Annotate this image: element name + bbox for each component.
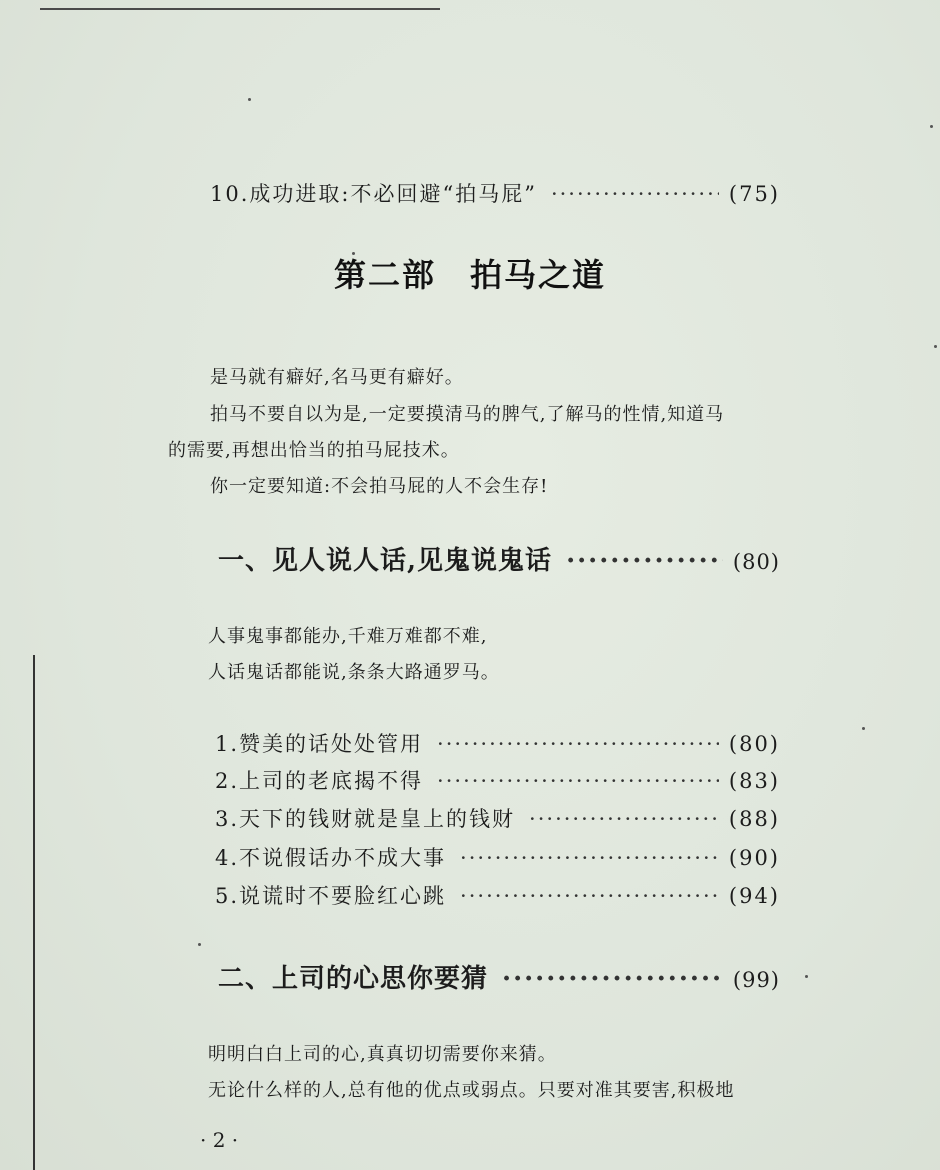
- toc-entry-label: 3.天下的钱财就是皇上的钱财: [215, 807, 516, 831]
- section-title: 二、上司的心思你要猜: [218, 964, 489, 994]
- scan-speck: [248, 98, 251, 101]
- toc-entry-page: (83): [728, 769, 780, 793]
- toc-entry-page: (94): [728, 884, 780, 908]
- leader-dots: [437, 769, 719, 793]
- verse-line: 人话鬼话都能说,条条大路通罗马。: [208, 662, 500, 683]
- toc-entry-page: (90): [728, 846, 780, 870]
- toc-entry: [215, 803, 780, 833]
- toc-entry-label: 5.说谎时不要脸红心跳: [215, 884, 447, 908]
- body-line: 明明白白上司的心,真真切切需要你来猜。: [208, 1044, 557, 1065]
- left-margin-rule: [33, 655, 35, 1170]
- toc-entry-page: (80): [728, 732, 780, 756]
- intro-line: 的需要,再想出恰当的拍马屁技术。: [168, 440, 460, 461]
- intro-line: 拍马不要自以为是,一定要摸清马的脾气,了解马的性情,知道马: [210, 404, 725, 425]
- section-heading: [218, 540, 780, 577]
- toc-entry-label: 1.赞美的话处处管用: [215, 732, 424, 756]
- section-heading: [218, 958, 780, 995]
- section-page: (80): [732, 550, 780, 574]
- toc-entry: [215, 880, 780, 910]
- toc-entry: [215, 728, 780, 758]
- body-line: 无论什么样的人,总有他的优点或弱点。只要对准其要害,积极地: [208, 1080, 735, 1101]
- top-rule: [40, 8, 440, 10]
- leader-dots: [460, 846, 719, 870]
- toc-entry: [215, 765, 780, 795]
- leader-dots: [437, 732, 719, 756]
- part-title: 第二部 拍马之道: [333, 256, 606, 294]
- intro-line: 是马就有癖好,名马更有癖好。: [210, 367, 464, 388]
- leader-dots: [566, 546, 723, 576]
- leader-dots: [529, 807, 719, 831]
- toc-entry-page: (88): [728, 807, 780, 831]
- toc-entry: [215, 842, 780, 872]
- scan-speck: [805, 975, 808, 978]
- verse-line: 人事鬼事都能办,千难万难都不难,: [208, 626, 488, 647]
- scan-speck: [198, 943, 201, 946]
- intro-line: 你一定要知道:不会拍马屁的人不会生存!: [210, 476, 549, 497]
- scan-speck: [862, 727, 865, 730]
- leader-dots: [551, 182, 719, 206]
- scan-speck: [930, 125, 933, 128]
- section-page: (99): [732, 968, 780, 992]
- toc-entry-label: 10.成功进取:不必回避“拍马屁”: [210, 182, 537, 206]
- toc-entry-page: (75): [728, 182, 780, 206]
- toc-entry-label: 4.不说假话办不成大事: [215, 846, 447, 870]
- toc-entry-label: 2.上司的老底揭不得: [215, 769, 424, 793]
- leader-dots: [502, 964, 723, 994]
- scan-speck: [352, 252, 355, 255]
- section-title: 一、见人说人话,见鬼说鬼话: [218, 546, 553, 576]
- scan-speck: [934, 345, 937, 348]
- page-number: · 2 ·: [200, 1128, 239, 1152]
- leader-dots: [460, 884, 719, 908]
- toc-entry: [210, 178, 780, 208]
